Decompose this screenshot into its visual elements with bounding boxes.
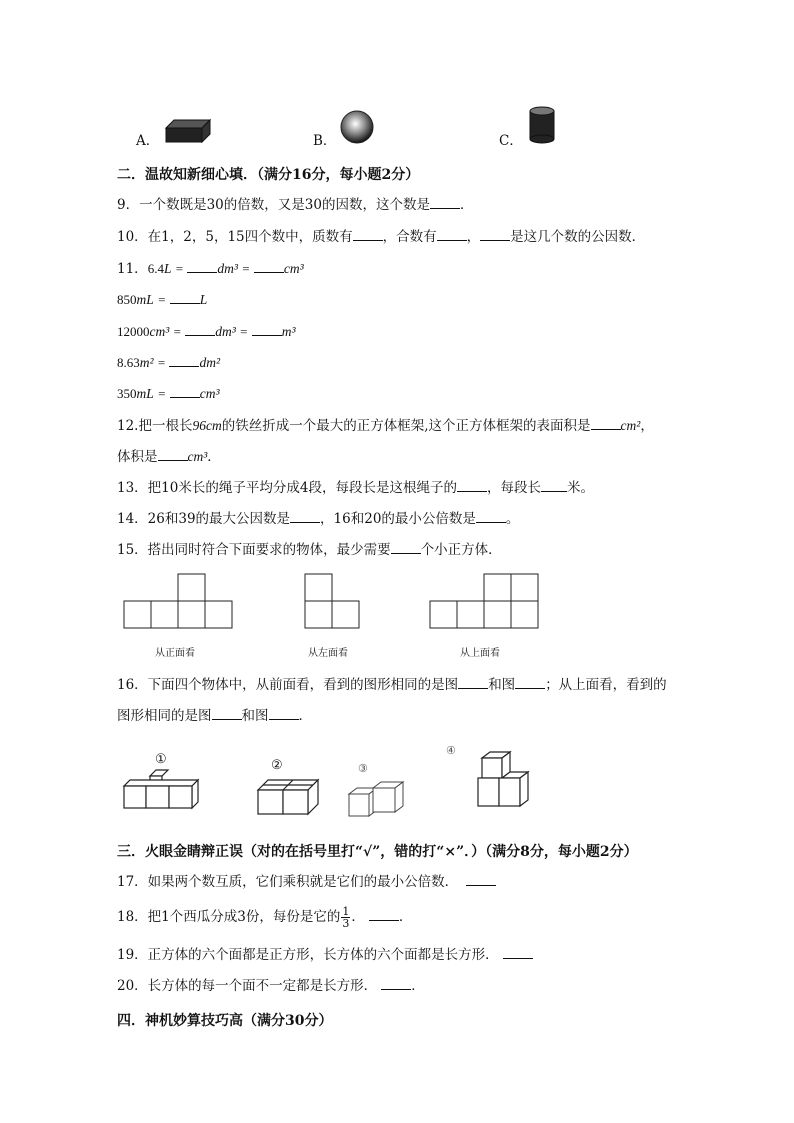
answer-blank[interactable] <box>185 323 215 336</box>
answer-blank[interactable] <box>591 417 621 430</box>
question-10: 10．在1，2，5，15四个数中，质数有 ，合数有 ， 是这几个数的公因数． <box>117 229 646 245</box>
left-view-grid <box>305 574 361 630</box>
answer-blank[interactable] <box>158 448 188 461</box>
option-a-label: A． <box>136 133 160 149</box>
fraction-one-third: $\frac{1}{3}$ <box>342 905 350 930</box>
question-20: 20．长方体的每一个面不一定都是长方形． ． <box>117 978 425 994</box>
question-11-line-4: 8.63m² = dm² <box>117 355 221 370</box>
front-view-grid <box>124 574 234 630</box>
option-c-label: C． <box>499 133 523 149</box>
question-9: 9．一个数既是30的倍数，又是30的因数，这个数是 ． <box>117 197 474 213</box>
question-11-line-5: 350mL = cm³ <box>117 386 220 401</box>
question-19: 19．正方体的六个面都是正方形，长方体的六个面都是长方形． <box>117 946 533 964</box>
question-11-line-1: 11．6.4L = dm³ = cm³ <box>117 261 304 277</box>
answer-blank[interactable] <box>212 707 242 720</box>
question-17: 17．如果两个数互质，它们乘积就是它们的最小公倍数． <box>117 873 496 891</box>
answer-blank[interactable] <box>252 323 282 336</box>
answer-blank[interactable] <box>480 228 510 241</box>
section-2-title: 二．温故知新细心填．（满分16分，每小题2分） <box>117 167 420 183</box>
option-b-label: B． <box>313 133 337 149</box>
question-13: 13．把10米长的绳子平均分成4段，每段长是这根绳子的 ，每段长 米。 <box>117 480 594 496</box>
figure-3-cubes <box>347 780 407 820</box>
answer-blank[interactable] <box>541 479 567 492</box>
answer-blank[interactable] <box>269 707 299 720</box>
figure-4-cubes <box>476 750 532 812</box>
figure-1-cubes <box>122 770 202 814</box>
question-16-line-2: 图形相同的是图 和图 ． <box>117 708 312 724</box>
answer-blank[interactable] <box>391 541 421 554</box>
answer-blank[interactable] <box>170 385 200 398</box>
answer-blank[interactable] <box>503 946 533 959</box>
top-view-grid <box>430 574 540 630</box>
top-view-label: 从上面看 <box>460 648 500 659</box>
figure-4-label: ④ <box>446 744 456 757</box>
figure-3-label: ③ <box>358 762 368 775</box>
answer-blank[interactable] <box>466 873 496 886</box>
answer-blank[interactable] <box>457 479 487 492</box>
answer-blank[interactable] <box>369 908 399 921</box>
answer-blank[interactable] <box>515 676 545 689</box>
cuboid-icon <box>164 118 212 144</box>
answer-blank[interactable] <box>254 260 284 273</box>
answer-blank[interactable] <box>290 510 320 523</box>
answer-blank[interactable] <box>430 196 460 209</box>
left-view-label: 从左面看 <box>308 648 348 659</box>
question-12-line-2: 体积是 cm³． <box>117 449 221 465</box>
answer-blank[interactable] <box>381 977 411 990</box>
answer-blank[interactable] <box>187 260 217 273</box>
question-11-line-2: 850mL = L <box>117 292 208 307</box>
figure-2-cubes <box>256 776 320 818</box>
question-12-line-1: 12.把一根长96cm的铁丝折成一个最大的正方体框架,这个正方体框架的表面积是 cm²， <box>117 418 654 434</box>
figure-2-label: ② <box>271 758 283 773</box>
front-view-label: 从正面看 <box>155 648 195 659</box>
sphere-icon <box>340 110 374 144</box>
cylinder-icon <box>528 106 556 144</box>
question-15: 15．搭出同时符合下面要求的物体，最少需要 个小正方体． <box>117 542 502 558</box>
answer-blank[interactable] <box>476 510 506 523</box>
question-16-line-1: 16．下面四个物体中，从前面看，看到的图形相同的是图 和图 ；从上面看，看到的 <box>117 677 667 693</box>
answer-blank[interactable] <box>458 676 488 689</box>
question-11-line-3: 12000cm³ = dm³ = m³ <box>117 324 296 339</box>
answer-blank[interactable] <box>353 228 383 241</box>
answer-blank[interactable] <box>437 228 467 241</box>
section-4-title: 四．神机妙算技巧高（满分30分） <box>117 1013 333 1029</box>
section-3-title: 三．火眼金睛辩正误（对的在括号里打“√”，错的打“×”．）（满分8分，每小题2分） <box>117 844 638 860</box>
answer-blank[interactable] <box>169 354 199 367</box>
figure-1-label: ① <box>155 752 167 767</box>
answer-blank[interactable] <box>170 291 200 304</box>
question-14: 14．26和39的最大公因数是 ，16和20的最小公倍数是 。 <box>117 511 520 527</box>
question-18: 18．把1个西瓜分成3份，每份是它的 $\frac{1}{3}$ ． ． <box>117 905 413 930</box>
